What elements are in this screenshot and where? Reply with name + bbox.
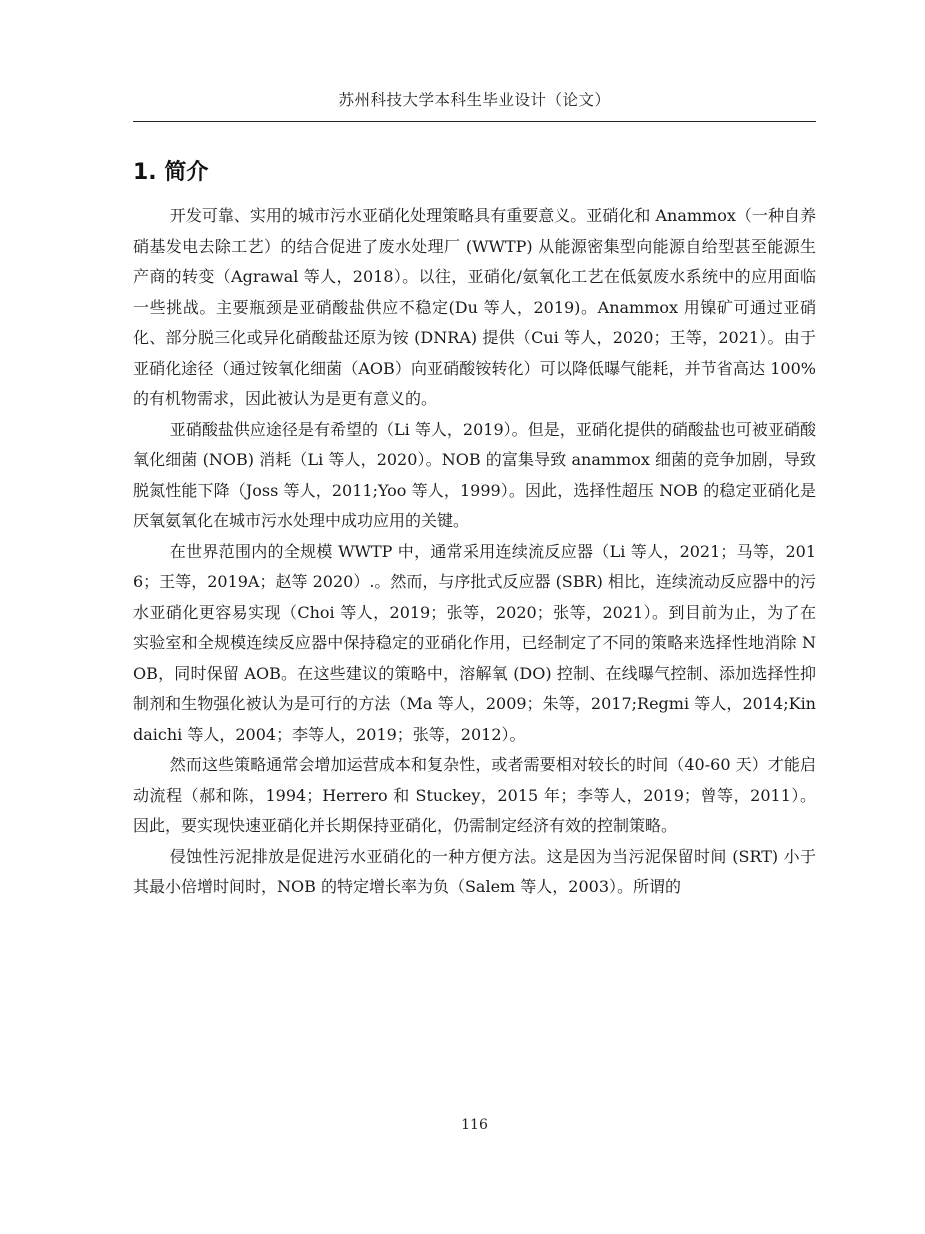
running-header: 苏州科技大学本科生毕业设计（论文） (338, 91, 611, 109)
section-heading: 1. 简介 (133, 160, 209, 185)
paragraph-2: 亚硝酸盐供应途径是有希望的（Li 等人，2019）。但是，亚硝化提供的硝酸盐也可被亚硝酸氧化细菌 (NOB) 消耗（Li 等人，2020）。NOB 的富集导致 anammox 细菌的竞争加剧，导致脱氮性能下降（Joss 等人，2011;Yoo 等人，1999）。因此，选择性超压 NOB 的稳定亚硝化是厌氧氨氧化在城市污水处理中成功应用的关键。 (133, 419, 816, 530)
page-number: 116 (461, 1117, 488, 1133)
header-divider (133, 121, 816, 122)
paragraph-4: 然而这些策略通常会增加运营成本和复杂性，或者需要相对较长的时间（40-60 天）才能启动流程（郝和陈，1994；Herrero 和 Stuckey，2015 年；李等人，2019；曾等，2011）。因此，要实现快速亚硝化并长期保持亚硝化，仍需制定经济有效的控制策略。 (133, 755, 816, 835)
paragraph-5: 侵蚀性污泥排放是促进污水亚硝化的一种方便方法。这是因为当污泥保留时间 (SRT) 小于其最小倍增时间时，NOB 的特定增长率为负（Salem 等人，2003）。所谓的 (133, 846, 816, 896)
paragraph-3: 在世界范围内的全规模 WWTP 中，通常采用连续流反应器（Li 等人，2021；马等，2016；王等，2019A；赵等 2020）.。然而，与序批式反应器 (SBR) 相比，连续流动反应器中的污水亚硝化更容易实现（Choi 等人，2019；张等，2020；张等，2021）。到目前为止，为了在实验室和全规模连续反应器中保持稳定的亚硝化作用，已经制定了不同的策略来选择性地消除 NOB，同时保留 AOB。在这些建议的策略中，溶解氧 (DO) 控制、在线曝气控制、添加选择性抑制剂和生物强化被认为是可行的方法（Ma 等人，2009；朱等，2017;Regmi 等人，2014;Kindaichi 等人，2004；李等人，2019；张等，2012）。 (133, 541, 816, 744)
paragraph-1: 开发可靠、实用的城市污水亚硝化处理策略具有重要意义。亚硝化和 Anammox（一种自养硝基发电去除工艺）的结合促进了废水处理厂 (WWTP) 从能源密集型向能源自给型甚至能源生产商的转变（Agrawal 等人，2018）。以往，亚硝化/氨氧化工艺在低氨废水系统中的应用面临一些挑战。主要瓶颈是亚硝酸盐供应不稳定(Du 等人，2019)。Anammox 用镍矿可通过亚硝化、部分脱三化或异化硝酸盐还原为铵 (DNRA) 提供（Cui 等人，2020；王等，2021）。由于亚硝化途径（通过铵氧化细菌（AOB）向亚硝酸铵转化）可以降低曝气能耗，并节省高达 100%的有机物需求，因此被认为是更有意义的。 (133, 206, 816, 408)
body-text (133, 201, 816, 903)
